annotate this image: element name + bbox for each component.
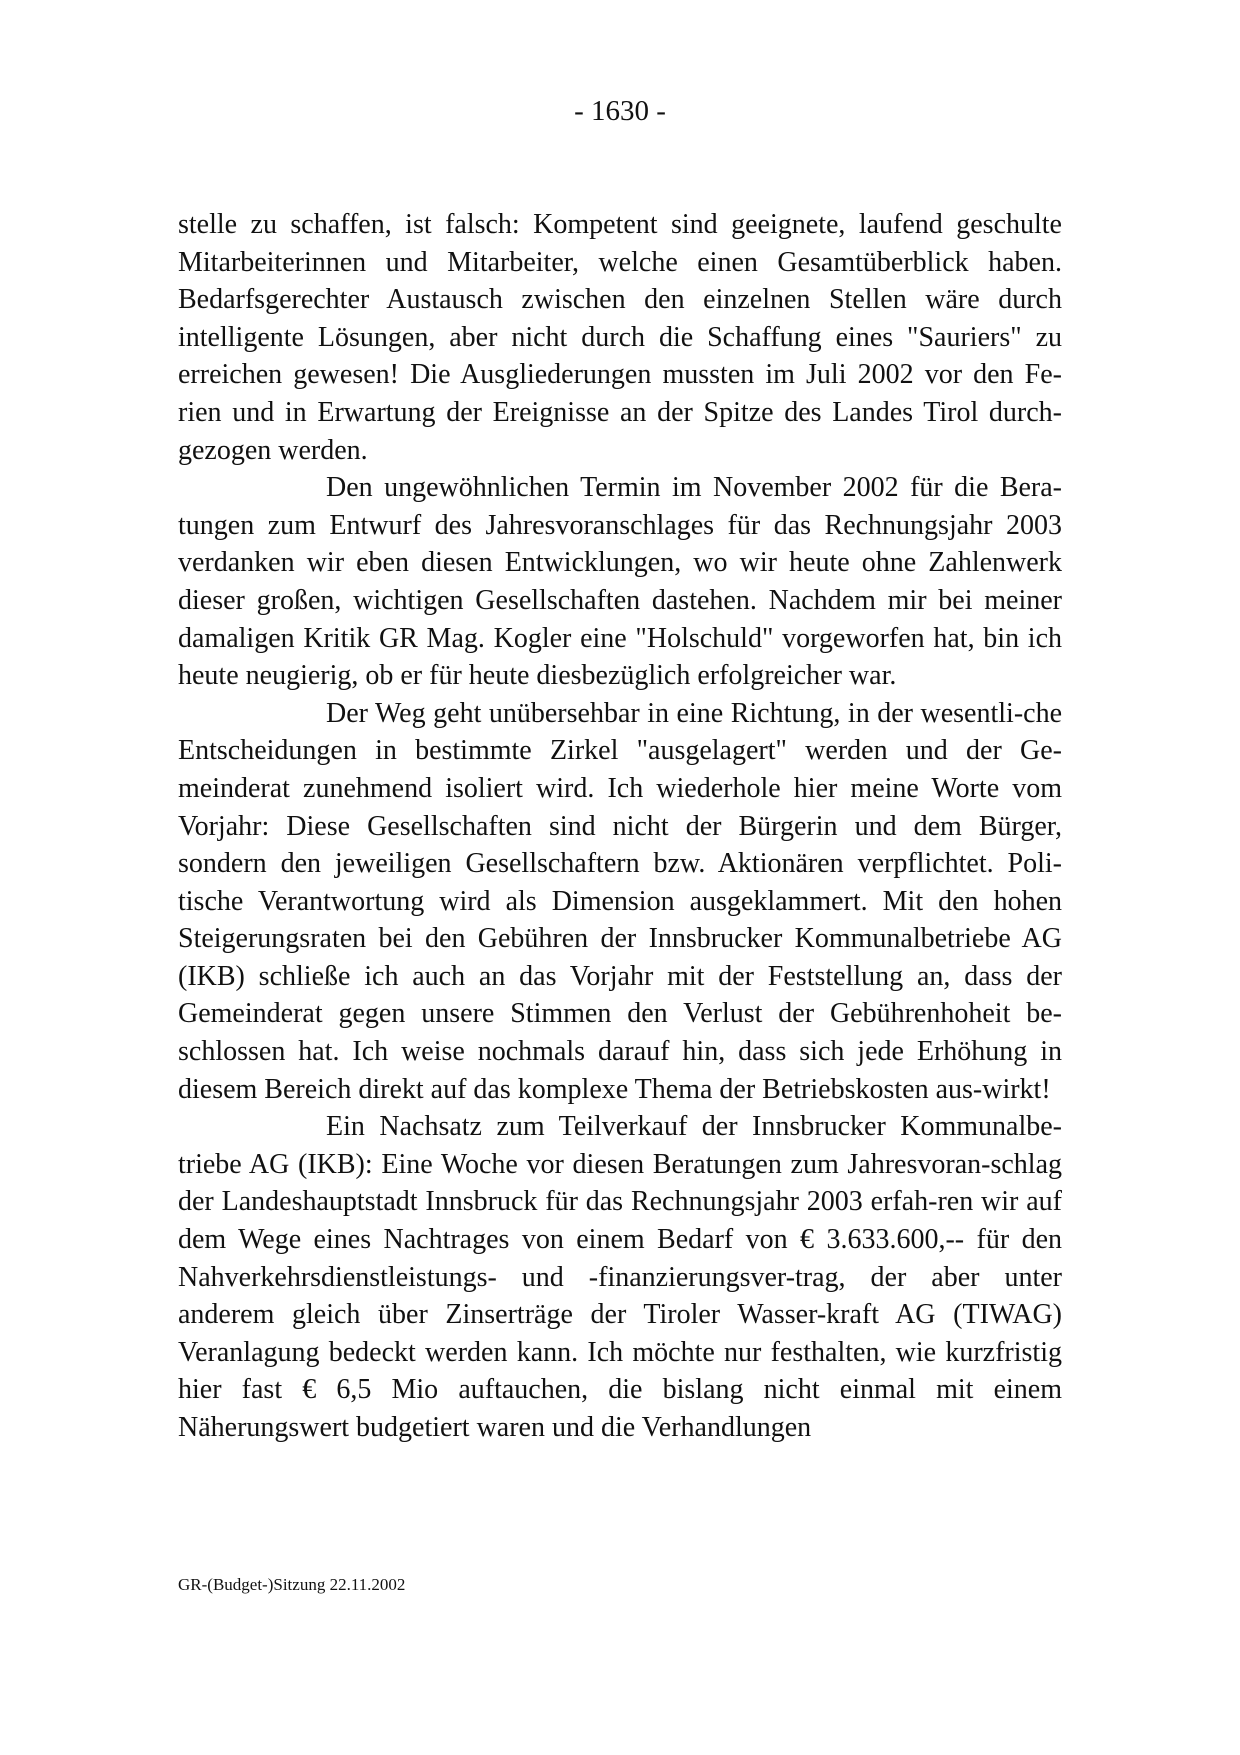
paragraph-2: Den ungewöhnlichen Termin im November 2002 für die Bera-tungen zum Entwurf des Jahresvoranschlages für das Rechnungsjahr 2003 verdanken wir eben diesen Entwicklungen, wo wir heute ohne Zahlenwerk dieser großen, wichtigen Gesellschaften dastehen. Nachdem mir bei meiner damaligen Kritik GR Mag. Kogler eine "Holschuld" vorgeworfen hat, bin ich heute neugierig, ob er für heute diesbezüglich erfolgreicher war. <box>178 472 1062 692</box>
footer-session-label: GR-(Budget-)Sitzung 22.11.2002 <box>178 1575 406 1594</box>
page-number: - 1630 - <box>574 95 666 127</box>
document-body <box>178 206 1062 1447</box>
paragraph-3: Der Weg geht unübersehbar in eine Richtung, in der wesentli-che Entscheidungen in bestimmte Zirkel "ausgelagert" werden und der Ge-meinderat zunehmend isoliert wird. Ich wiederhole hier meine Worte vom Vorjahr: Diese Gesellschaften sind nicht der Bürgerin und dem Bürger, sondern den jeweiligen Gesellschaftern bzw. Aktionären verpflichtet. Poli-tische Verantwortung wird als Dimension ausgeklammert. Mit den hohen Steigerungsraten bei den Gebühren der Innsbrucker Kommunalbetriebe AG (IKB) schließe ich auch an das Vorjahr mit der Feststellung an, dass der Gemeinderat gegen unsere Stimmen den Verlust der Gebührenhoheit be-schlossen hat. Ich weise nochmals darauf hin, dass sich jede Erhöhung in diesem Bereich direkt auf das komplexe Thema der Betriebskosten aus-wirkt! <box>178 697 1062 1105</box>
paragraph-1: stelle zu schaffen, ist falsch: Kompetent sind geeignete, laufend geschulte Mitarbeiterinnen und Mitarbeiter, welche einen Gesamtüberblick haben. Bedarfsgerechter Austausch zwischen den einzelnen Stellen wäre durch intelligente Lösungen, aber nicht durch die Schaffung eines "Sauriers" zu erreichen gewesen! Die Ausgliederungen mussten im Juli 2002 vor den Fe-rien und in Erwartung der Ereignisse an der Spitze des Landes Tirol durch-gezogen werden. <box>178 209 1062 466</box>
paragraph-4: Ein Nachsatz zum Teilverkauf der Innsbrucker Kommunalbe-triebe AG (IKB): Eine Woche vor diesen Beratungen zum Jahresvoran-schlag der Landeshauptstadt Innsbruck für das Rechnungsjahr 2003 erfah-ren wir auf dem Wege eines Nachtrages von einem Bedarf von € 3.633.600,-- für den Nahverkehrsdienstleistungs- und -finanzierungsver-trag, der aber unter anderem gleich über Zinserträge der Tiroler Wasser-kraft AG (TIWAG) Veranlagung bedeckt werden kann. Ich möchte nur festhalten, wie kurzfristig hier fast € 6,5 Mio auftauchen, die bislang nicht einmal mit einem Näherungswert budgetiert waren und die Verhandlungen <box>178 1111 1062 1443</box>
